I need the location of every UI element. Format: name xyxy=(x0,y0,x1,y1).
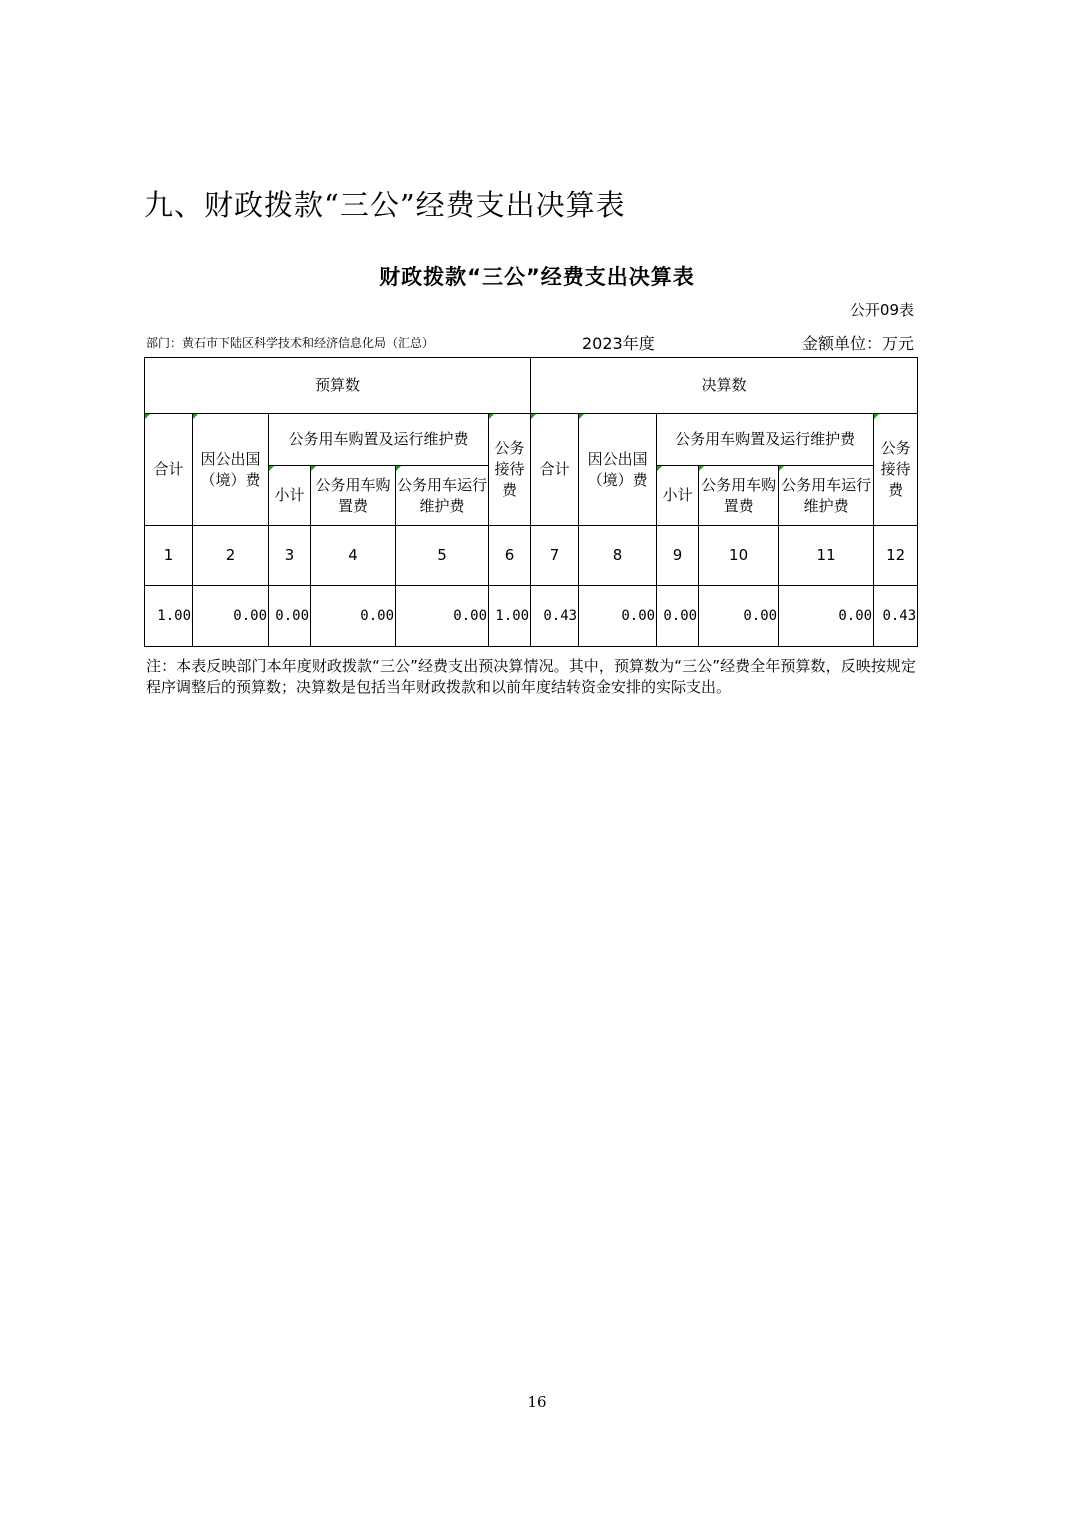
fiscal-year: 2023年度 xyxy=(582,334,655,353)
final-vehicle-purchase-header: 公务用车购置费 xyxy=(699,466,779,526)
final-vehicle-operation-header: 公务用车运行维护费 xyxy=(779,466,874,526)
column-number: 1 xyxy=(145,526,193,586)
final-total-header: 合计 xyxy=(531,414,579,526)
column-number: 11 xyxy=(779,526,874,586)
budget-reception-value: 1.00 xyxy=(489,586,531,647)
budget-vehicle-group-header: 公务用车购置及运行维护费 xyxy=(269,414,489,466)
column-number: 4 xyxy=(311,526,396,586)
column-number: 7 xyxy=(531,526,579,586)
final-total-value: 0.43 xyxy=(531,586,579,647)
budget-header: 预算数 xyxy=(145,358,531,414)
final-subtotal-value: 0.00 xyxy=(657,586,699,647)
column-number: 10 xyxy=(699,526,779,586)
table-title: 财政拨款“三公”经费支出决算表 xyxy=(379,265,695,289)
budget-overseas-value: 0.00 xyxy=(193,586,269,647)
budget-subtotal-value: 0.00 xyxy=(269,586,311,647)
department-label: 部门：黄石市下陆区科学技术和经济信息化局（汇总） xyxy=(146,336,435,350)
final-reception-value: 0.43 xyxy=(874,586,918,647)
column-number: 8 xyxy=(579,526,657,586)
three-public-expense-table xyxy=(144,357,918,647)
final-vehicle-group-header: 公务用车购置及运行维护费 xyxy=(657,414,874,466)
budget-reception-header: 公务接待费 xyxy=(489,414,531,526)
final-vehicle-operation-value: 0.00 xyxy=(779,586,874,647)
column-number: 2 xyxy=(193,526,269,586)
value-row xyxy=(145,586,918,647)
column-number: 6 xyxy=(489,526,531,586)
column-number: 3 xyxy=(269,526,311,586)
table-note: 注：本表反映部门本年度财政拨款“三公”经费支出预决算情况。其中，预算数为“三公”经费全年预算数，反映按规定程序调整后的预算数；决算数是包括当年财政拨款和以前年度结转资金安排的实际支出。 xyxy=(146,657,916,696)
page-number: 16 xyxy=(527,1393,547,1411)
section-heading: 九、财政拨款“三公”经费支出决算表 xyxy=(144,188,626,222)
amount-unit: 金额单位：万元 xyxy=(801,334,914,353)
final-subtotal-header: 小计 xyxy=(657,466,699,526)
budget-total-header: 合计 xyxy=(145,414,193,526)
budget-vehicle-operation-header: 公务用车运行维护费 xyxy=(396,466,489,526)
final-overseas-header: 因公出国（境）费 xyxy=(579,414,657,526)
budget-vehicle-purchase-value: 0.00 xyxy=(311,586,396,647)
final-overseas-value: 0.00 xyxy=(579,586,657,647)
final-vehicle-purchase-value: 0.00 xyxy=(699,586,779,647)
budget-overseas-header: 因公出国（境）费 xyxy=(193,414,269,526)
budget-subtotal-header: 小计 xyxy=(269,466,311,526)
budget-vehicle-purchase-header: 公务用车购置费 xyxy=(311,466,396,526)
final-reception-header: 公务接待费 xyxy=(874,414,918,526)
column-number: 5 xyxy=(396,526,489,586)
form-code: 公开09表 xyxy=(849,301,914,319)
budget-total-value: 1.00 xyxy=(145,586,193,647)
budget-vehicle-operation-value: 0.00 xyxy=(396,586,489,647)
column-number: 12 xyxy=(874,526,918,586)
column-number: 9 xyxy=(657,526,699,586)
final-header: 决算数 xyxy=(531,358,918,414)
column-number-row xyxy=(145,526,918,586)
